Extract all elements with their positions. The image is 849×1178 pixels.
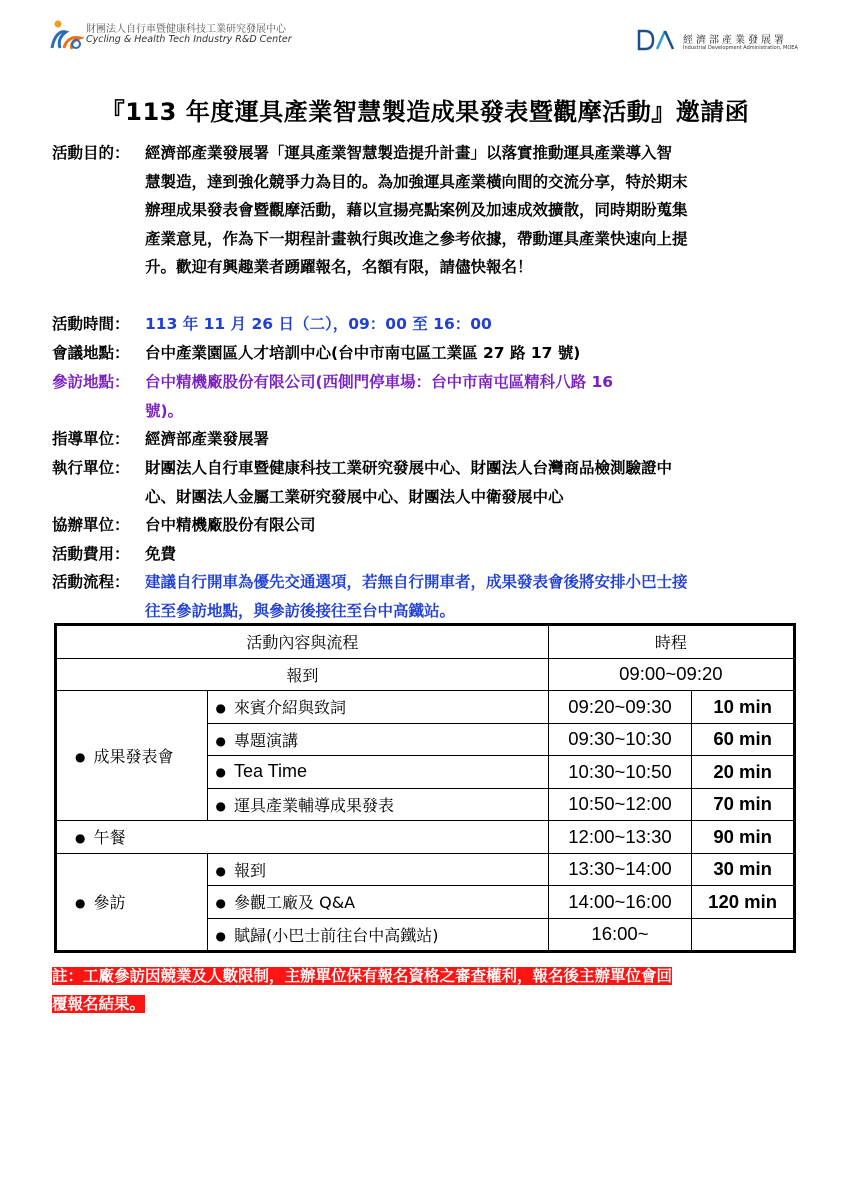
flow-label: 活動流程： (52, 573, 130, 591)
bullet-icon: ● (75, 896, 86, 911)
note-text (52, 962, 802, 1018)
table-row (56, 853, 795, 886)
lunch-duration: 90 min (692, 821, 795, 854)
purpose-line: 慧製造，達到強化競爭力為目的。為加強運具產業橫向間的交流分享，特於期末 (145, 172, 688, 191)
item-label: 運具產業輔導成果發表 (234, 795, 395, 815)
item-label: 參觀工廠及 Q&A (234, 893, 356, 913)
co-label: 協辦單位： (52, 516, 130, 534)
item-label: 賦歸(小巴士前往台中高鐵站) (234, 925, 439, 945)
item-cell (207, 918, 548, 952)
ida-name-cn: 經濟部產業發展署 (683, 35, 787, 46)
item-duration: 20 min (692, 756, 795, 789)
purpose-line: 產業意見，作為下一期程計畫執行與改進之參考依據，帶動運具產業快速向上提 (145, 229, 688, 248)
time-value: 113 年 11 月 26 日（二），09：00 至 16：00 (145, 315, 492, 333)
guide-value: 經濟部產業發展署 (145, 430, 270, 448)
header-content: 活動內容與流程 (56, 625, 549, 659)
item-label: 專題演講 (234, 730, 299, 750)
chc-name-cn: 財團法人自行車暨健康科技工業研究發展中心 (86, 24, 286, 35)
group2-cell (56, 853, 208, 952)
time-label: 活動時間： (52, 315, 130, 333)
item-duration (692, 918, 795, 952)
exec-label: 執行單位： (52, 459, 130, 477)
page-header (0, 0, 849, 70)
header-time: 時程 (548, 625, 794, 659)
item-time: 09:20~09:30 (548, 691, 692, 724)
bullet-icon: ● (215, 798, 227, 813)
item-time: 13:30~14:00 (548, 853, 692, 886)
fee-value: 免費 (145, 545, 177, 563)
exec-line: 財團法人自行車暨健康科技工業研究發展中心、財團法人台灣商品檢測驗證中 (145, 459, 673, 477)
flow-value (145, 568, 805, 625)
ida-name-en: Industrial Development Administration, MOEA (683, 45, 798, 51)
item-cell (207, 886, 548, 919)
item-cell (207, 756, 548, 789)
bullet-icon: ● (75, 831, 86, 846)
visit-line: 號)。 (145, 401, 184, 420)
visit-label: 參訪地點： (52, 373, 130, 391)
lunch-cell (56, 821, 549, 854)
item-time: 10:50~12:00 (548, 788, 692, 821)
item-label: 來賓介紹與致詞 (234, 698, 347, 718)
purpose-line: 經濟部產業發展署「運具產業智慧製造提升計畫」以落實推動運具產業導入智 (145, 144, 673, 162)
cycling-logo-icon (48, 18, 84, 52)
item-time: 10:30~10:50 (548, 756, 692, 789)
exec-line: 心、財團法人金屬工業研究發展中心、財團法人中衛發展中心 (145, 487, 564, 506)
schedule-table (54, 623, 796, 953)
item-time: 09:30~10:30 (548, 723, 692, 756)
item-label: 報到 (234, 860, 267, 880)
checkin-time: 09:00~09:20 (548, 658, 794, 691)
purpose-label: 活動目的： (52, 144, 130, 162)
table-header-row (56, 625, 795, 659)
page-title: 『113 年度運具產業智慧製造成果發表暨觀摩活動』邀請函 (100, 98, 750, 126)
bullet-icon: ● (215, 765, 227, 780)
flow-line: 往至參訪地點，與參訪後接往至台中高鐵站。 (145, 601, 456, 620)
note-line: 覆報名結果。 (52, 995, 146, 1013)
chc-name-en: Cycling & Health Tech Industry R&D Center (86, 34, 292, 45)
flow-line: 建議自行開車為優先交通選項，若無自行開車者，成果發表會後將安排小巴士接 (145, 573, 688, 591)
item-time: 16:00~ (548, 918, 692, 952)
item-duration: 60 min (692, 723, 795, 756)
bullet-icon: ● (75, 750, 86, 764)
purpose-text (145, 139, 805, 282)
item-label: Tea Time (234, 761, 308, 782)
item-time: 14:00~16:00 (548, 886, 692, 919)
item-duration: 30 min (692, 853, 795, 886)
item-cell (207, 723, 548, 756)
venue-label: 會議地點： (52, 344, 130, 362)
bullet-icon: ● (215, 701, 227, 716)
guide-label: 指導單位： (52, 430, 130, 448)
co-value: 台中精機廠股份有限公司 (145, 516, 316, 534)
lunch-label: 午餐 (93, 828, 126, 848)
group1-label: 成果發表會 (93, 747, 174, 766)
venue-value: 台中產業園區人才培訓中心(台中市南屯區工業區 27 路 17 號) (145, 344, 581, 362)
ida-logo (637, 28, 807, 56)
fee-label: 活動費用： (52, 545, 130, 563)
bullet-icon: ● (215, 896, 227, 911)
group1-cell (56, 691, 208, 821)
visit-line: 台中精機廠股份有限公司(西側門停車場：台中市南屯區精科八路 16 (145, 373, 614, 391)
item-cell (207, 691, 548, 724)
chc-logo (48, 18, 292, 52)
lunch-time: 12:00~13:30 (548, 821, 692, 854)
item-cell (207, 853, 548, 886)
item-duration: 120 min (692, 886, 795, 919)
item-duration: 10 min (692, 691, 795, 724)
checkin-label: 報到 (56, 658, 549, 691)
note-line: 註：工廠參訪因競業及人數限制，主辦單位保有報名資格之審查權利，報名後主辦單位會回 (52, 967, 673, 985)
ida-logo-icon (637, 28, 677, 52)
item-cell (207, 788, 548, 821)
bullet-icon: ● (215, 928, 227, 943)
table-row (56, 658, 795, 691)
bullet-icon: ● (215, 733, 227, 748)
visit-value (145, 368, 805, 425)
purpose-line: 升。歡迎有興趣業者踴躍報名，名額有限，請儘快報名！ (145, 258, 533, 276)
purpose-line: 辦理成果發表會暨觀摩活動，藉以宣揚亮點案例及加速成效擴散，同時期盼蒐集 (145, 201, 688, 219)
item-duration: 70 min (692, 788, 795, 821)
table-row (56, 691, 795, 724)
exec-value (145, 454, 805, 511)
table-row (56, 821, 795, 854)
bullet-icon: ● (215, 863, 227, 878)
group2-label: 參訪 (93, 893, 126, 913)
